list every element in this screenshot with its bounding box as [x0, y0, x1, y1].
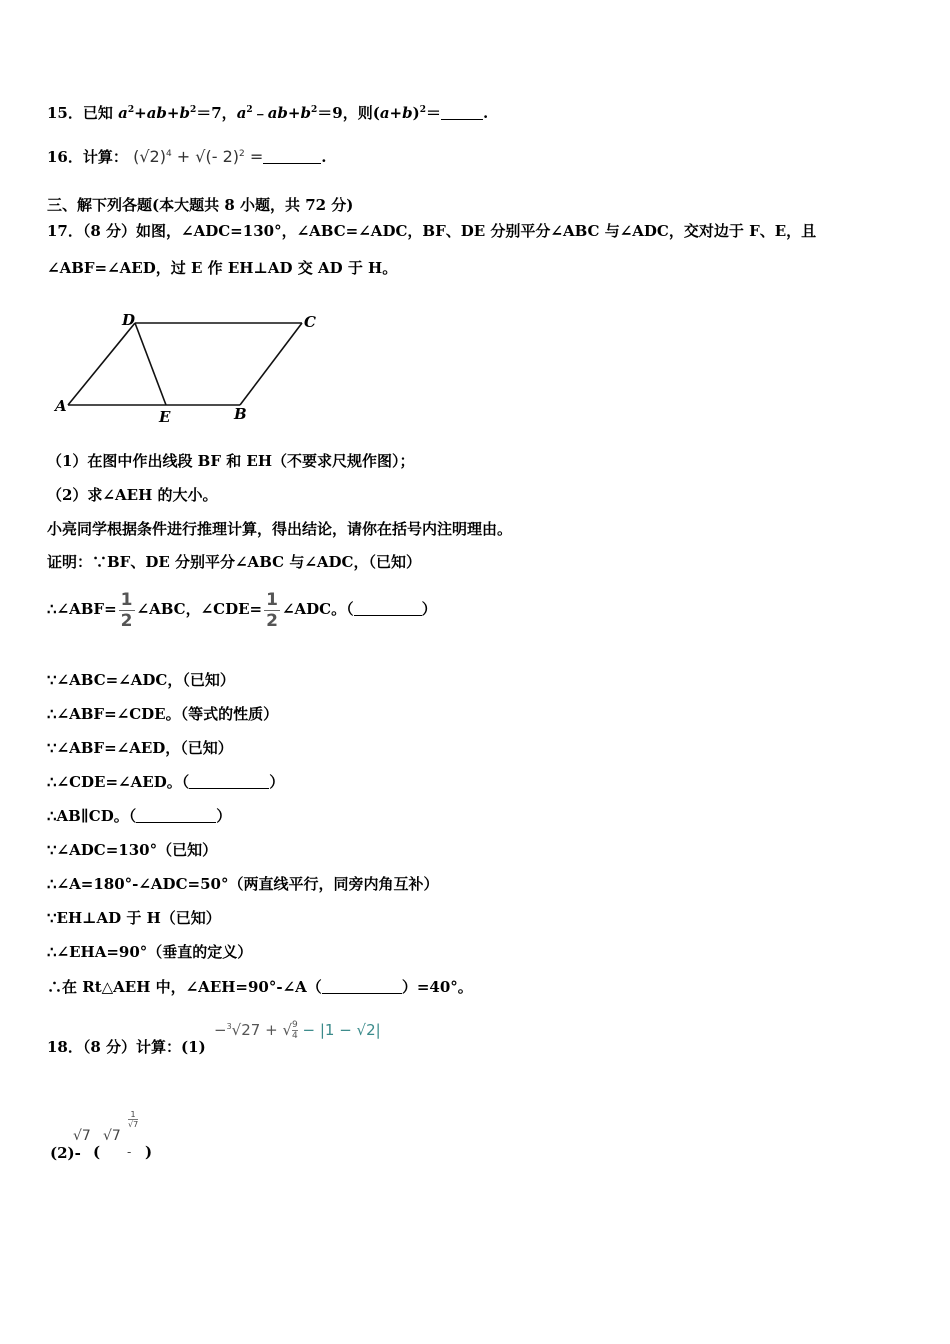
q15-line: 15．已知 $a^2+ab+b^2=7$，$a^2﹣ab+b^2=9$，则$(a+b)^2=$ . [47, 104, 489, 122]
proof-line-9: ∵EH⊥AD 于 H（已知） [47, 909, 221, 927]
fraction-half: $\frac{1}{2}$ [266, 589, 278, 631]
q18-expression-1: −$^3$√27 + √ $\frac{9}{4}$ − |1 − √2| [214, 1020, 381, 1041]
q17-line1: 17．（8 分）如图，∠ADC=130°，∠ABC=∠ADC，BF、DE 分别平分∠ABC 与∠ADC，交对边于 F、E，且 [47, 222, 817, 240]
answer-blank[interactable] [263, 149, 321, 164]
q17-part2: （2）求∠AEH 的大小。 [47, 486, 218, 504]
q18-label-2: (2)- [50, 1144, 81, 1162]
q17-part1: （1）在图中作出线段 BF 和 EH（不要求尺规作图）； [47, 452, 415, 470]
proof-line-7: ∵∠ADC=130°（已知） [47, 841, 218, 859]
proof-line-11: ∴在 Rt△AEH 中，∠AEH=90°-∠A（ ）=40°。 [47, 978, 473, 996]
reason-blank[interactable] [189, 774, 269, 789]
proof-line-0: 证明：∵BF、DE 分别平分∠ABC 与∠ADC，（已知） [47, 553, 421, 571]
q18-line1: 18．（8 分）计算：(1) [47, 1038, 206, 1056]
label-e: E [159, 408, 171, 426]
label-a: A [55, 397, 67, 415]
label-d: D [122, 311, 136, 329]
segment-ad [68, 323, 135, 405]
proof-line-6: ∴AB∥CD。（ ） [47, 807, 232, 825]
answer-blank[interactable] [441, 105, 483, 120]
proof-line-1: ∴∠ABF= $\frac{1}{2}$ ∠ABC，∠CDE= $\frac{1}{2}$ ∠ADC。（ ） [47, 589, 437, 631]
reason-blank[interactable] [354, 601, 422, 616]
segment-bc [240, 323, 302, 405]
reason-blank[interactable] [322, 979, 402, 994]
label-c: C [304, 313, 316, 331]
proof-line-3: ∴∠ABF=∠CDE。（等式的性质） [47, 705, 279, 723]
label-b: B [234, 405, 247, 423]
proof-line-4: ∵∠ABF=∠AED，（已知） [47, 739, 233, 757]
q17-line2: ∠ABF=∠AED，过 E 作 EH⊥AD 交 AD 于 H。 [47, 259, 398, 277]
q16-expression: $(√2)^4$ + √(- 2)$^2$ = [133, 147, 264, 166]
proof-line-8: ∴∠A=180°-∠ADC=50°（两直线平行，同旁内角互补） [47, 875, 439, 893]
proof-line-5: ∴∠CDE=∠AED。（ ） [47, 773, 285, 791]
proof-line-2: ∵∠ABC=∠ADC，（已知） [47, 671, 235, 689]
q18-expression-2: √7 ( √7 - 1 √7 ) [73, 1110, 153, 1161]
reason-blank[interactable] [136, 808, 216, 823]
fraction-half: $\frac{1}{2}$ [120, 589, 133, 631]
parallelogram-figure [50, 305, 350, 430]
proof-line-10: ∴∠EHA=90°（垂直的定义） [47, 943, 253, 961]
section-title: 三、解下列各题(本大题共 8 小题，共 72 分) [47, 196, 354, 214]
q17-intro: 小亮同学根据条件进行推理计算，得出结论，请你在括号内注明理由。 [47, 520, 513, 538]
segment-de [135, 323, 166, 405]
q16-line: 16．计算： $(√2)^4$ + √(- 2)$^2$ = . [47, 147, 327, 166]
